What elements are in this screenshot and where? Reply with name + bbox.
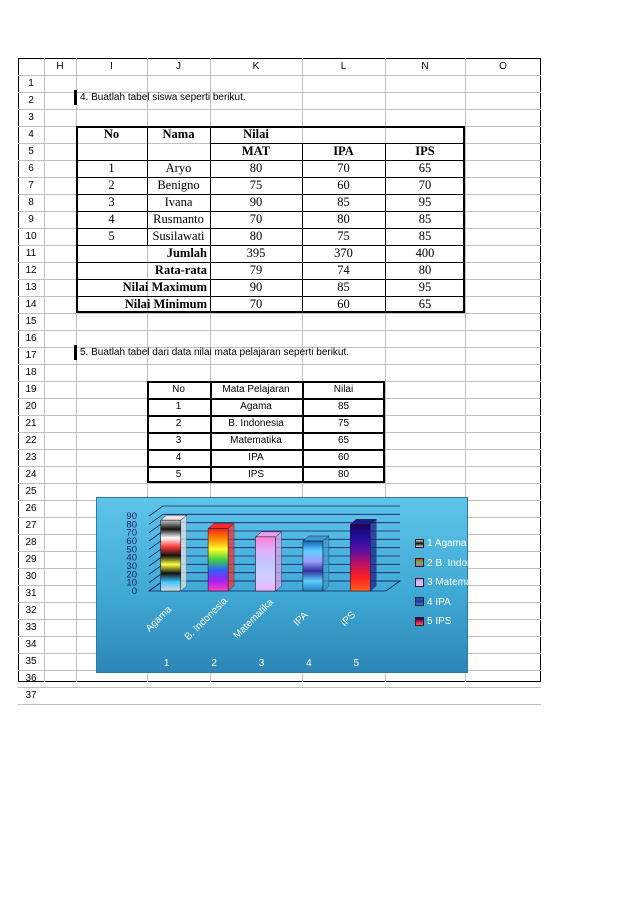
summary-ips[interactable]: 95 <box>418 280 432 294</box>
legend-label: 1 Agama <box>427 538 467 549</box>
bar-chart[interactable] <box>96 497 491 673</box>
header-ipa[interactable]: IPA <box>333 144 354 158</box>
row-header-35[interactable]: 35 <box>25 656 37 667</box>
student-ipa[interactable]: 75 <box>337 229 350 243</box>
y-tick-label: 80 <box>126 519 137 531</box>
header-mat[interactable]: MAT <box>241 144 271 158</box>
legend-item[interactable] <box>415 597 451 608</box>
subject-score[interactable]: 60 <box>337 452 350 463</box>
row-header-12[interactable]: 12 <box>25 265 37 276</box>
row-gridline <box>18 109 541 110</box>
row-header-28[interactable]: 28 <box>25 537 37 548</box>
y-tick-label: 10 <box>126 577 137 589</box>
row-header-13[interactable]: 13 <box>25 282 37 293</box>
row-header-3[interactable]: 3 <box>28 112 34 123</box>
row-header-14[interactable]: 14 <box>25 299 37 310</box>
header-ips[interactable]: IPS <box>415 144 435 158</box>
x-category-number: 4 <box>306 658 312 669</box>
bar-ipa <box>303 541 323 591</box>
student-name[interactable]: Aryo <box>165 161 192 175</box>
bar-side <box>181 515 187 591</box>
x-category-label: Matematika <box>231 597 276 642</box>
student-ipa[interactable]: 60 <box>337 178 350 192</box>
row-header-5[interactable]: 5 <box>28 146 34 157</box>
row-header-2[interactable]: 2 <box>28 95 34 106</box>
summary-ips[interactable]: 65 <box>418 297 432 311</box>
subject-name[interactable]: IPA <box>248 452 264 463</box>
subject-name[interactable]: B. Indonesia <box>228 418 284 429</box>
row-header-34[interactable]: 34 <box>25 639 37 650</box>
summary-mat[interactable]: 90 <box>249 280 263 294</box>
row-header-19[interactable]: 19 <box>25 384 37 395</box>
row-header-26[interactable]: 26 <box>25 503 37 514</box>
row-header-23[interactable]: 23 <box>25 452 37 463</box>
subject-score[interactable]: 65 <box>337 435 350 446</box>
y-tick-label: 90 <box>126 511 137 522</box>
row-header-37[interactable]: 37 <box>25 690 37 701</box>
column-header-i[interactable]: I <box>110 61 113 72</box>
subject-score[interactable]: 85 <box>337 401 350 412</box>
row-header-11[interactable]: 11 <box>25 248 37 259</box>
row-header-33[interactable]: 33 <box>25 622 37 633</box>
row-header-15[interactable]: 15 <box>25 316 37 327</box>
subject-score[interactable]: 80 <box>337 469 350 480</box>
row-header-9[interactable]: 9 <box>28 214 34 225</box>
task-5-instruction[interactable]: 5. Buatlah tabel dari data nilai mata pelajaran seperti berikut. <box>80 347 350 358</box>
student-no[interactable]: 4 <box>108 212 115 226</box>
bar-side <box>370 519 376 591</box>
student-mat[interactable]: 80 <box>249 229 263 243</box>
summary-label[interactable]: Jumlah <box>166 246 207 260</box>
subject-no[interactable]: 4 <box>175 452 182 463</box>
student-ips[interactable]: 95 <box>418 195 432 209</box>
column-header-j[interactable]: J <box>176 61 181 72</box>
summary-label[interactable]: Nilai Maximum <box>122 280 207 294</box>
row-header-6[interactable]: 6 <box>28 163 34 174</box>
row-header-22[interactable]: 22 <box>25 435 37 446</box>
bar-side <box>228 524 234 592</box>
summary-ipa[interactable]: 370 <box>334 246 353 260</box>
row-header-16[interactable]: 16 <box>25 333 37 344</box>
chart-plot <box>97 498 467 672</box>
row-header-18[interactable]: 18 <box>25 367 37 378</box>
summary-label[interactable]: Nilai Minimum <box>124 297 207 311</box>
student-ips[interactable]: 65 <box>418 161 432 175</box>
header-mata-pelajaran[interactable]: Mata Pelajaran <box>222 384 290 395</box>
x-category-label: IPS <box>338 609 359 629</box>
row-gridline <box>18 483 541 484</box>
x-category-number: 5 <box>353 658 360 669</box>
bar-b-indonesia <box>208 529 228 592</box>
header-nilai[interactable]: Nilai <box>333 384 354 395</box>
legend-swatch <box>415 539 424 548</box>
row-gridline <box>18 330 541 331</box>
student-mat[interactable]: 70 <box>249 212 263 226</box>
legend-item[interactable] <box>415 558 491 569</box>
column-header-n[interactable]: N <box>421 61 429 72</box>
header-no[interactable]: No <box>172 384 185 395</box>
row-gridline <box>18 687 541 688</box>
student-ips[interactable]: 85 <box>418 229 432 243</box>
legend-label: 4 IPA <box>427 596 451 608</box>
header-nilai[interactable]: Nilai <box>243 127 269 141</box>
bar-matematika <box>256 537 276 591</box>
row-header-30[interactable]: 30 <box>25 571 37 582</box>
row-header-36[interactable]: 36 <box>25 673 37 684</box>
legend-swatch <box>415 617 424 626</box>
header-nama[interactable]: Nama <box>162 127 195 141</box>
row-header-27[interactable]: 27 <box>25 520 37 531</box>
column-header-l[interactable]: L <box>340 61 347 72</box>
column-header-h[interactable]: H <box>56 61 64 72</box>
student-name[interactable]: Susilawati <box>152 229 205 243</box>
y-tick-label: 50 <box>126 544 137 556</box>
legend-swatch <box>415 597 424 606</box>
student-name[interactable]: Ivana <box>164 195 193 209</box>
row-header-32[interactable]: 32 <box>25 605 37 616</box>
summary-ips[interactable]: 80 <box>418 263 432 277</box>
row-header-31[interactable]: 31 <box>25 588 37 599</box>
row-header-7[interactable]: 7 <box>28 180 34 191</box>
summary-mat[interactable]: 395 <box>246 246 266 260</box>
student-ips[interactable]: 70 <box>418 178 432 192</box>
legend-label: 2 B. Indonesia <box>427 557 491 569</box>
row-header-17[interactable]: 17 <box>25 350 37 361</box>
y-tick-label: 60 <box>126 536 137 547</box>
legend-label: 3 Matematika <box>427 577 488 588</box>
subject-no[interactable]: 1 <box>175 401 182 412</box>
student-ipa[interactable]: 85 <box>337 195 350 209</box>
legend-label: 5 IPS <box>427 616 452 627</box>
student-mat[interactable]: 80 <box>249 161 263 175</box>
cell-cursor-mark-2 <box>74 345 77 360</box>
summary-ipa[interactable]: 85 <box>337 280 350 294</box>
summary-ipa[interactable]: 60 <box>337 297 350 311</box>
student-name[interactable]: Benigno <box>157 178 200 192</box>
row-header-8[interactable]: 8 <box>28 197 34 208</box>
student-no[interactable]: 5 <box>108 229 115 243</box>
bar-agama <box>161 520 181 591</box>
student-no[interactable]: 2 <box>108 178 115 192</box>
summary-mat[interactable]: 70 <box>249 297 263 311</box>
column-header-o[interactable]: O <box>499 61 507 72</box>
x-category-label: Agama <box>143 604 175 635</box>
y-tick-label: 40 <box>126 552 137 564</box>
row-header-1[interactable]: 1 <box>28 78 34 89</box>
summary-ipa[interactable]: 74 <box>337 263 350 277</box>
task-4-instruction[interactable]: 4. Buatlah tabel siswa seperti berikut. <box>80 92 246 103</box>
row-gridline <box>18 704 541 705</box>
grid-line-side <box>149 506 163 516</box>
summary-ips[interactable]: 400 <box>415 246 435 260</box>
subject-no[interactable]: 3 <box>175 435 182 446</box>
legend-swatch <box>415 558 424 567</box>
student-ips[interactable]: 85 <box>418 212 432 226</box>
row-header-10[interactable]: 10 <box>25 231 37 242</box>
student-mat[interactable]: 75 <box>249 178 263 192</box>
row-gridline <box>18 75 541 76</box>
subject-name[interactable]: Matematika <box>230 435 282 446</box>
x-category-label: IPA <box>291 609 311 629</box>
row-gridline <box>18 313 541 314</box>
summary-mat[interactable]: 79 <box>249 263 263 277</box>
cell-cursor-mark <box>74 90 77 105</box>
row-gridline <box>18 364 541 365</box>
y-tick-label: 30 <box>126 561 137 572</box>
column-gridline <box>44 58 45 682</box>
y-tick-label: 20 <box>126 569 137 581</box>
row-header-25[interactable]: 25 <box>25 486 37 497</box>
bar-side <box>323 536 329 591</box>
legend-item[interactable] <box>415 616 451 627</box>
student-no[interactable]: 1 <box>108 161 115 175</box>
column-header-k[interactable]: K <box>252 61 260 72</box>
subject-name[interactable]: IPS <box>247 469 265 480</box>
summary-label[interactable]: Rata-rata <box>154 263 207 277</box>
student-name[interactable]: Rusmanto <box>153 212 204 226</box>
x-category-label: B. Indonesia <box>182 595 230 643</box>
y-tick-label: 70 <box>126 527 137 539</box>
student-ipa[interactable]: 70 <box>337 161 350 175</box>
bar-side <box>276 532 282 591</box>
x-category-number: 3 <box>258 658 265 669</box>
legend-item[interactable] <box>415 577 487 588</box>
student-mat[interactable]: 90 <box>249 195 263 209</box>
row-header-4[interactable]: 4 <box>28 129 34 140</box>
row-header-29[interactable]: 29 <box>25 554 37 565</box>
x-category-number: 2 <box>211 658 217 669</box>
subject-score[interactable]: 75 <box>337 418 350 429</box>
legend-item[interactable] <box>415 538 466 549</box>
subject-no[interactable]: 5 <box>175 469 182 480</box>
subject-name[interactable]: Agama <box>240 401 272 412</box>
legend-swatch <box>415 578 424 587</box>
student-no[interactable]: 3 <box>108 195 115 209</box>
header-no[interactable]: No <box>103 127 120 141</box>
row-header-24[interactable]: 24 <box>25 469 37 480</box>
row-header-20[interactable]: 20 <box>25 401 37 412</box>
y-tick-label: 0 <box>131 586 137 597</box>
row-header-21[interactable]: 21 <box>25 418 37 429</box>
student-ipa[interactable]: 80 <box>337 212 350 226</box>
bar-ips <box>350 524 370 591</box>
x-category-number: 1 <box>163 658 170 669</box>
subject-no[interactable]: 2 <box>175 418 182 429</box>
